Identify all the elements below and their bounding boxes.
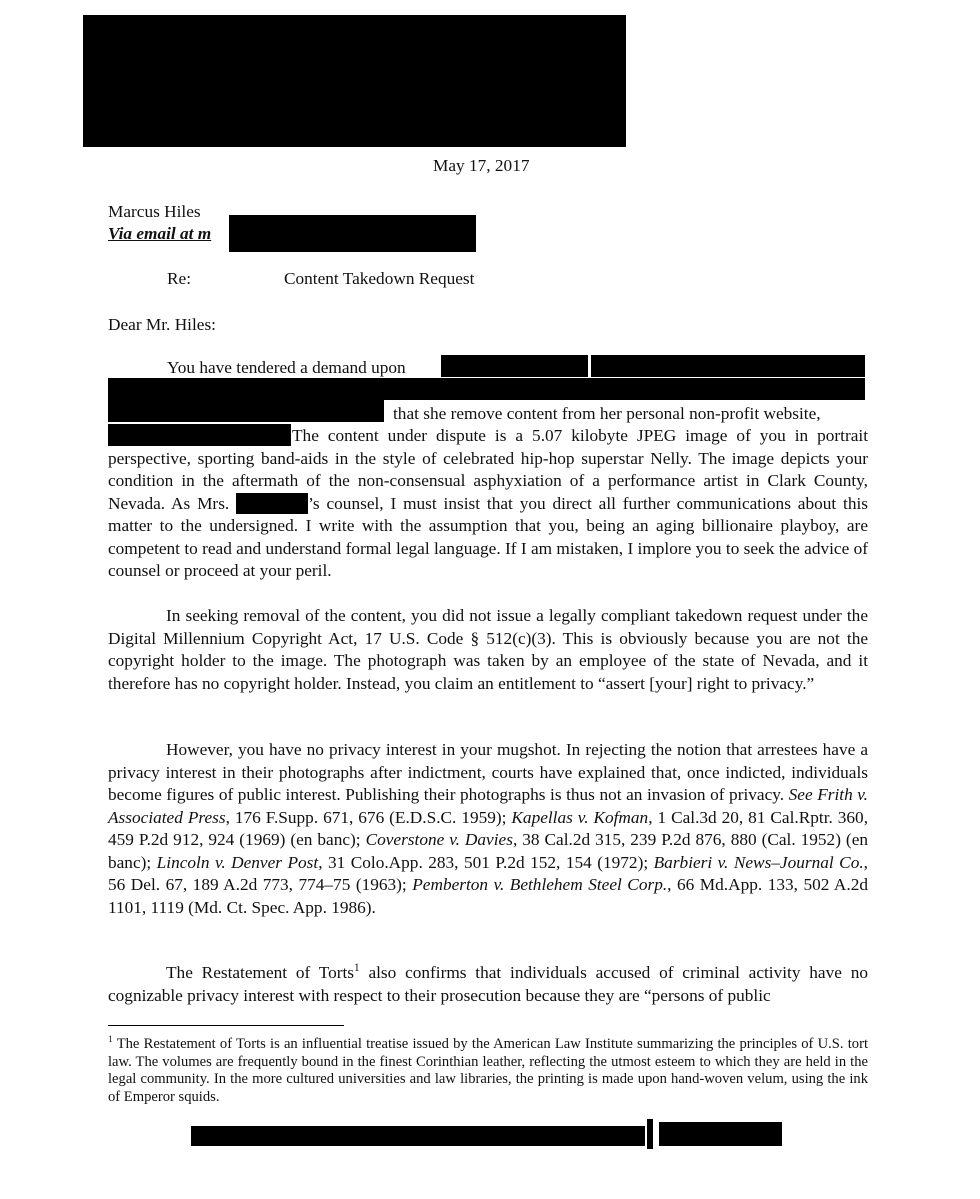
re-subject: Content Takedown Request <box>284 269 475 288</box>
para1-content-text: The content under dispute is a 5.07 kilobyte JPEG image of you in portrait perspective, sporting band-aids in the style of celebrated hip-hop superstar Nelly. The image depicts your condition in the aftermath of the non-consensual asphyxiation of a performance artist in Clark County, Nevada. As Mrs. <box>108 426 868 513</box>
citation-kapellas-reporter: , 1 Cal.3d 20, 81 Cal.Rptr. 360, 459 P.2d 912, 924 (1969) (en banc); <box>108 807 869 849</box>
citation-kapellas: Kapellas v. Kofman <box>511 807 649 827</box>
salutation: Dear Mr. Hiles: <box>108 315 216 334</box>
client-surname-redaction <box>236 493 308 514</box>
client-name-redaction-4 <box>108 400 384 422</box>
letterhead-redaction <box>83 15 626 147</box>
citation-barbieri: Barbieri v. News–Journal Co. <box>653 852 864 872</box>
citation-pemberton: Pemberton v. Bethlehem Steel Corp. <box>412 875 668 894</box>
footnote-text: The Restatement of Torts is an influential treatise issued by the American Law Institute summarizing the principles of U.S. tort law. The volumes are frequently bound in the finest Corinthian leather, reflecting the utmost esteem to which they are held in the legal community. In the more cultured universities and law libraries, the printing is made upon hand-woven velum, using the ink of Emperor squids. <box>108 1036 869 1105</box>
footnote-divider <box>108 1025 344 1026</box>
citation-frith-reporter: , 176 F.Supp. 671, 676 (E.D.S.C. 1959); <box>225 807 507 827</box>
re-label: Re: <box>167 269 191 288</box>
para2 <box>108 605 868 695</box>
citation-see: See <box>788 785 813 804</box>
citation-coverstone-reporter: , 38 Cal.2d 315, 239 P.2d 876, 880 (Cal. 1952) (en banc); <box>108 830 869 872</box>
para1-opening: You have tendered a demand upon <box>167 358 406 377</box>
citation-lincoln: Lincoln v. Denver Post <box>156 852 319 872</box>
recipient-name: Marcus Hiles <box>108 202 201 221</box>
footer-redaction-3 <box>659 1122 782 1146</box>
letter-date: May 17, 2017 <box>433 156 530 175</box>
para4 <box>108 962 868 1007</box>
client-name-redaction-1 <box>441 355 588 377</box>
email-redaction <box>229 215 476 252</box>
para3 <box>108 739 868 919</box>
para4-text-a: The Restatement of Torts <box>166 963 355 982</box>
para1-continued: that she remove content from her personal non-profit website, <box>393 404 821 423</box>
client-name-redaction-3 <box>108 378 865 400</box>
para1-closing-text: ’s counsel, I must insist that you direct all further communications about this matter to the undersigned. I write with the assumption that you, being an aging billionaire playboy, are competent to read and understand formal legal language. If I am mistaken, I implore you to seek the advice of counsel or proceed at your peril. <box>108 493 868 580</box>
footer-redaction-2 <box>647 1119 653 1149</box>
para2-text: In seeking removal of the content, you did not issue a legally compliant takedown request under the Digital Millennium Copyright Act, 17 U.S. Code § 512(c)(3). This is obviously because you are not the copyright holder to the image. The photograph was taken by an employee of the state of Nevada, and it therefore has no copyright holder. Instead, you claim an entitlement to “assert [your] right to privacy.” <box>108 606 868 693</box>
footnote <box>108 1036 868 1106</box>
para3-text: However, you have no privacy interest in your mugshot. In rejecting the notion that arrestees have a privacy interest in their photographs after indictment, courts have explained that, once indicted, individuals become figures of public interest. Publishing their photographs is thus not an invasion of privacy. <box>108 740 868 804</box>
para4-text-b: also confirms that individuals accused of criminal activity have no cognizable privacy interest with respect to their prosecution because they are “persons of public <box>108 963 868 1005</box>
citation-pemberton-reporter: , 66 Md.App. 133, 502 A.2d 1101, 1119 (Md. Ct. Spec. App. 1986). <box>108 875 869 917</box>
footnote-marker: 1 <box>108 1035 113 1046</box>
citation-frith: Frith v. Associated Press <box>108 785 868 827</box>
client-name-redaction-2 <box>591 355 865 377</box>
citation-barbieri-reporter: , 56 Del. 67, 189 A.2d 773, 774–75 (1963); <box>108 852 868 894</box>
citation-lincoln-reporter: , 31 Colo.App. 283, 501 P.2d 152, 154 (1972); <box>318 852 649 872</box>
via-email-label: Via email at m <box>108 224 212 243</box>
footer-redaction-1 <box>191 1126 645 1146</box>
footnote-ref[interactable]: 1 <box>354 962 360 975</box>
para1-body <box>108 425 868 583</box>
citation-coverstone: Coverstone v. Davies <box>365 830 513 849</box>
